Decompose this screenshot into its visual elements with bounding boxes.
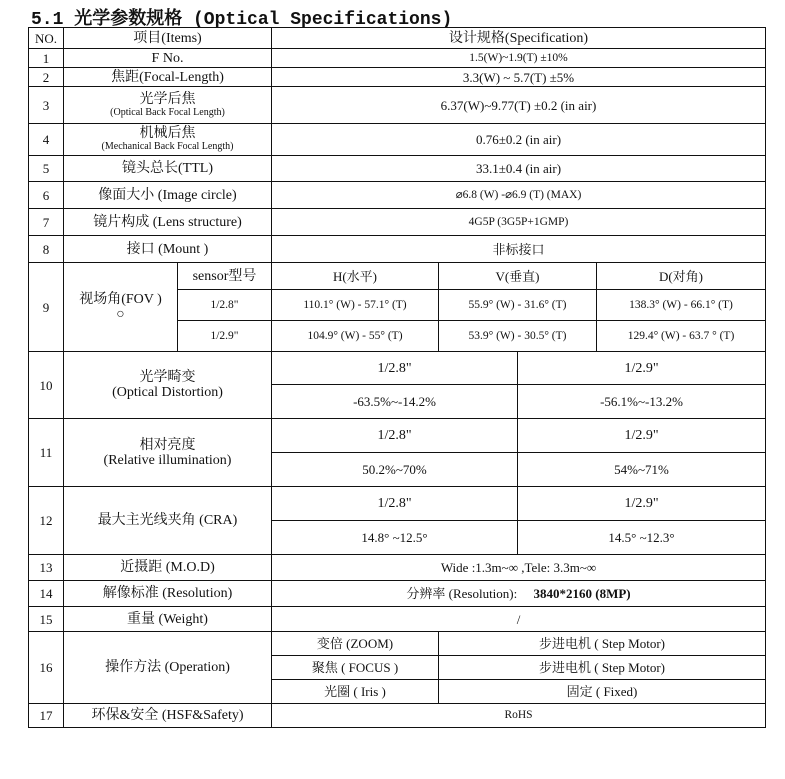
table-row — [29, 704, 766, 728]
section-title: 5.1 光学参数规格 (Optical Specifications) — [31, 10, 453, 30]
header-spec: 设计规格(Specification) — [272, 28, 766, 49]
table-row — [29, 87, 766, 124]
row-spec: 3.3(W) ~ 5.7(T) ±5% — [272, 68, 766, 87]
table-row — [29, 419, 766, 453]
row-item — [64, 263, 178, 352]
row-item-sub: (Optical Back Focal Length) — [110, 106, 225, 118]
fov-v-value: 55.9° (W) - 31.6° (T) — [439, 290, 597, 321]
header-items: 项目(Items) — [64, 28, 272, 49]
row-item: 近摄距 (M.O.D) — [64, 555, 272, 581]
table-row — [29, 209, 766, 236]
sensor-label: 1/2.9" — [518, 419, 766, 453]
row-item-label: 机械后焦 — [139, 126, 196, 141]
fov-d-header: D(对角) — [597, 263, 766, 290]
table-row — [29, 263, 766, 290]
row-no: 13 — [29, 555, 64, 581]
table-row — [29, 49, 766, 68]
row-no: 15 — [29, 607, 64, 632]
row-no: 12 — [29, 487, 64, 555]
sensor-label: 1/2.8" — [272, 419, 518, 453]
row-spec: RoHS — [272, 704, 766, 728]
row-spec: 非标接口 — [272, 236, 766, 263]
row-item: 镜头总长(TTL) — [64, 156, 272, 182]
header-row — [29, 28, 766, 49]
fov-h-value: 104.9° (W) - 55° (T) — [272, 321, 439, 352]
row-item: 操作方法 (Operation) — [64, 632, 272, 704]
fov-v-value: 53.9° (W) - 30.5° (T) — [439, 321, 597, 352]
table-row — [29, 632, 766, 656]
value-cell: 50.2%~70% — [272, 453, 518, 487]
row-item: 镜片构成 (Lens structure) — [64, 209, 272, 236]
optical-spec-table — [28, 27, 766, 728]
value-cell: -56.1%~-13.2% — [518, 385, 766, 419]
resolution-value: 3840*2160 (8MP) — [533, 586, 631, 601]
fov-sensor: 1/2.8" — [178, 290, 272, 321]
row-no: 6 — [29, 182, 64, 209]
table-row — [29, 68, 766, 87]
operation-label: 光圈 ( Iris ) — [272, 680, 439, 704]
row-no: 9 — [29, 263, 64, 352]
row-item-sub: (Relative illumination) — [103, 452, 232, 468]
row-item — [64, 124, 272, 156]
table-row — [29, 156, 766, 182]
operation-value: 步进电机 ( Step Motor) — [439, 656, 766, 680]
table-row — [29, 352, 766, 385]
row-item — [64, 352, 272, 419]
sensor-label: 1/2.8" — [272, 352, 518, 385]
circle-mark-icon: ○ — [116, 307, 125, 322]
row-item — [64, 87, 272, 124]
operation-value: 固定 ( Fixed) — [439, 680, 766, 704]
row-spec: 33.1±0.4 (in air) — [272, 156, 766, 182]
fov-h-header: H(水平) — [272, 263, 439, 290]
table-row — [29, 581, 766, 607]
row-spec: ⌀6.8 (W) -⌀6.9 (T) (MAX) — [272, 182, 766, 209]
row-item-label: 视场角(FOV ) — [79, 292, 162, 307]
row-spec: / — [272, 607, 766, 632]
table-row — [29, 182, 766, 209]
row-no: 8 — [29, 236, 64, 263]
value-cell: -63.5%~-14.2% — [272, 385, 518, 419]
fov-v-header: V(垂直) — [439, 263, 597, 290]
row-no: 4 — [29, 124, 64, 156]
row-item: 环保&安全 (HSF&Safety) — [64, 704, 272, 728]
row-item-sub: (Optical Distortion) — [112, 385, 223, 400]
row-item-label: 光学畸变 — [139, 370, 196, 385]
operation-label: 聚焦 ( FOCUS ) — [272, 656, 439, 680]
table-row — [29, 555, 766, 581]
row-item: 接口 (Mount ) — [64, 236, 272, 263]
sensor-label: 1/2.8" — [272, 487, 518, 521]
row-no: 2 — [29, 68, 64, 87]
sensor-label: 1/2.9" — [518, 487, 766, 521]
fov-sensor-header: sensor型号 — [178, 263, 272, 290]
row-item: 焦距(Focal-Length) — [64, 68, 272, 87]
table-row — [29, 236, 766, 263]
row-item: 像面大小 (Image circle) — [64, 182, 272, 209]
row-spec: 6.37(W)~9.77(T) ±0.2 (in air) — [272, 87, 766, 124]
value-cell: 14.5° ~12.3° — [518, 521, 766, 555]
row-spec — [272, 581, 766, 607]
row-item-label: 相对亮度 — [139, 437, 196, 453]
operation-value: 步进电机 ( Step Motor) — [439, 632, 766, 656]
row-item — [64, 419, 272, 487]
operation-label: 变倍 (ZOOM) — [272, 632, 439, 656]
row-no: 3 — [29, 87, 64, 124]
row-item: 解像标准 (Resolution) — [64, 581, 272, 607]
resolution-label: 分辨率 (Resolution): — [406, 586, 518, 601]
row-no: 14 — [29, 581, 64, 607]
row-item-sub: (Mechanical Back Focal Length) — [101, 141, 234, 152]
row-no: 1 — [29, 49, 64, 68]
row-item: F No. — [64, 49, 272, 68]
row-no: 11 — [29, 419, 64, 487]
row-spec: 1.5(W)~1.9(T) ±10% — [272, 49, 766, 68]
row-item: 重量 (Weight) — [64, 607, 272, 632]
fov-d-value: 138.3° (W) - 66.1° (T) — [597, 290, 766, 321]
value-cell: 14.8° ~12.5° — [272, 521, 518, 555]
table-row — [29, 607, 766, 632]
row-spec: 4G5P (3G5P+1GMP) — [272, 209, 766, 236]
fov-sensor: 1/2.9" — [178, 321, 272, 352]
row-spec: Wide :1.3m~∞ ,Tele: 3.3m~∞ — [272, 555, 766, 581]
row-no: 7 — [29, 209, 64, 236]
fov-h-value: 110.1° (W) - 57.1° (T) — [272, 290, 439, 321]
table-row — [29, 124, 766, 156]
header-no: NO. — [29, 28, 64, 49]
row-no: 17 — [29, 704, 64, 728]
table-row — [29, 487, 766, 521]
row-no: 16 — [29, 632, 64, 704]
sensor-label: 1/2.9" — [518, 352, 766, 385]
row-item-label: 光学后焦 — [139, 91, 196, 107]
row-item: 最大主光线夹角 (CRA) — [64, 487, 272, 555]
value-cell: 54%~71% — [518, 453, 766, 487]
fov-d-value: 129.4° (W) - 63.7 ° (T) — [597, 321, 766, 352]
row-spec: 0.76±0.2 (in air) — [272, 124, 766, 156]
row-no: 10 — [29, 352, 64, 419]
row-no: 5 — [29, 156, 64, 182]
